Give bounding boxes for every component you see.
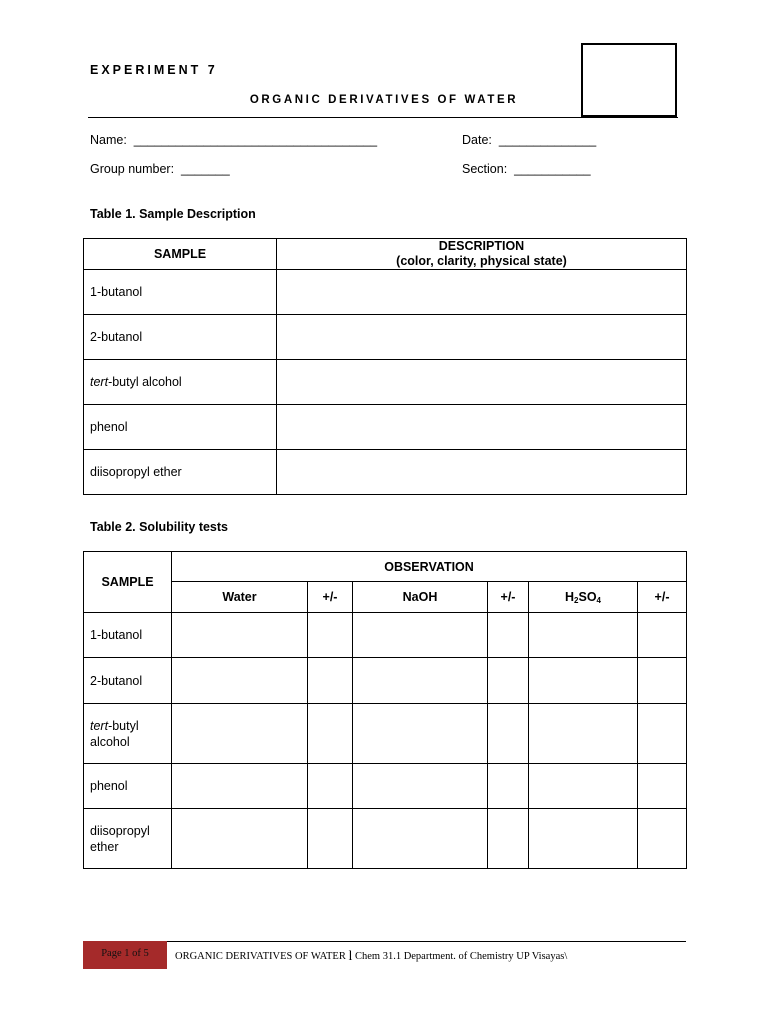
observation-cell[interactable] <box>308 704 353 764</box>
header-description <box>277 239 687 270</box>
observation-cell[interactable] <box>638 764 687 809</box>
sample-line2: alcohol <box>90 734 130 749</box>
observation-cell[interactable] <box>172 764 308 809</box>
page-number-badge: Page 1 of 5 <box>83 941 167 969</box>
title-divider <box>88 117 678 118</box>
observation-cell[interactable] <box>638 658 687 704</box>
table1-caption: Table 1. Sample Description <box>90 207 256 221</box>
header-water: Water <box>172 582 308 613</box>
description-cell[interactable] <box>277 360 687 405</box>
document-title-text: ORGANIC DERIVATIVES OF WATER <box>249 94 519 106</box>
sample-italic-prefix: tert <box>90 375 109 389</box>
observation-cell[interactable] <box>308 613 353 658</box>
description-cell[interactable] <box>277 315 687 360</box>
footer-title: ORGANIC DERIVATIVES OF WATER <box>175 951 346 962</box>
sample-cell <box>84 360 277 405</box>
observation-cell[interactable] <box>308 764 353 809</box>
observation-cell[interactable] <box>488 809 529 869</box>
header-h2so4 <box>529 582 638 613</box>
table-row <box>84 450 687 495</box>
sample-line1 <box>90 718 165 734</box>
sample-text: -butyl <box>108 718 139 733</box>
sample-cell <box>84 704 172 764</box>
observation-cell[interactable] <box>172 704 308 764</box>
description-cell[interactable] <box>277 450 687 495</box>
observation-cell[interactable] <box>488 704 529 764</box>
observation-cell[interactable] <box>172 809 308 869</box>
name-field[interactable]: Name: ___________________________________ <box>90 133 378 147</box>
observation-cell[interactable] <box>529 658 638 704</box>
observation-cell[interactable] <box>353 658 488 704</box>
table-row <box>84 270 687 315</box>
sample-cell: 1-butanol <box>84 270 277 315</box>
sample-italic-prefix: tert <box>90 718 109 733</box>
h2so4-sub2: 2 <box>574 595 579 605</box>
footer-department: Chem 31.1 Department. of Chemistry UP Visayas\ <box>354 951 568 962</box>
table-row <box>84 315 687 360</box>
observation-cell[interactable] <box>308 658 353 704</box>
header-description-line1: DESCRIPTION <box>438 239 525 253</box>
header-plus-minus: +/- <box>488 582 529 613</box>
header-description-line2: (color, clarity, physical state) <box>396 254 567 268</box>
observation-cell[interactable] <box>529 704 638 764</box>
observation-cell[interactable] <box>353 809 488 869</box>
table-header-row <box>84 552 687 582</box>
table-subheader-row <box>84 582 687 613</box>
table-row <box>84 809 687 869</box>
description-cell[interactable] <box>277 270 687 315</box>
header-sample: SAMPLE <box>84 552 172 613</box>
document-title <box>0 94 768 106</box>
description-cell[interactable] <box>277 405 687 450</box>
header-observation: OBSERVATION <box>172 552 687 582</box>
header-sample: SAMPLE <box>84 239 277 270</box>
footer-separator: l <box>348 949 353 964</box>
footer-divider <box>83 941 686 942</box>
sample-line1: diisopropyl <box>90 823 150 838</box>
sample-cell: 1-butanol <box>84 613 172 658</box>
h2so4-h: H <box>565 589 575 604</box>
date-field[interactable]: Date: ______________ <box>462 133 597 147</box>
h2so4-so: SO <box>578 589 597 604</box>
observation-cell[interactable] <box>353 613 488 658</box>
h2so4-sub4: 4 <box>596 595 601 605</box>
group-number-field[interactable]: Group number: _______ <box>90 162 230 176</box>
sample-line2: ether <box>90 839 119 854</box>
observation-cell[interactable] <box>638 613 687 658</box>
observation-cell[interactable] <box>638 704 687 764</box>
observation-cell[interactable] <box>353 704 488 764</box>
sample-description-table <box>83 238 687 495</box>
table-row <box>84 360 687 405</box>
observation-cell[interactable] <box>488 658 529 704</box>
table2-caption: Table 2. Solubility tests <box>90 520 228 534</box>
observation-cell[interactable] <box>172 613 308 658</box>
table-row <box>84 405 687 450</box>
observation-cell[interactable] <box>353 764 488 809</box>
sample-cell <box>84 809 172 869</box>
header-naoh: NaOH <box>353 582 488 613</box>
section-field[interactable]: Section: ___________ <box>462 162 591 176</box>
observation-cell[interactable] <box>529 809 638 869</box>
table-row <box>84 704 687 764</box>
observation-cell[interactable] <box>308 809 353 869</box>
table-header-row <box>84 239 687 270</box>
header-plus-minus: +/- <box>638 582 687 613</box>
observation-cell[interactable] <box>638 809 687 869</box>
sample-cell: 2-butanol <box>84 315 277 360</box>
solubility-tests-table <box>83 551 687 869</box>
observation-cell[interactable] <box>529 764 638 809</box>
table-row <box>84 764 687 809</box>
observation-cell[interactable] <box>488 764 529 809</box>
sample-cell: diisopropyl ether <box>84 450 277 495</box>
observation-cell[interactable] <box>172 658 308 704</box>
footer-text <box>175 949 567 965</box>
observation-cell[interactable] <box>529 613 638 658</box>
sample-cell: phenol <box>84 405 277 450</box>
table-row <box>84 658 687 704</box>
sample-cell: phenol <box>84 764 172 809</box>
observation-cell[interactable] <box>488 613 529 658</box>
header-plus-minus: +/- <box>308 582 353 613</box>
experiment-label: EXPERIMENT 7 <box>90 63 218 77</box>
sample-cell: 2-butanol <box>84 658 172 704</box>
table-row <box>84 613 687 658</box>
sample-text: -butyl alcohol <box>108 375 182 389</box>
